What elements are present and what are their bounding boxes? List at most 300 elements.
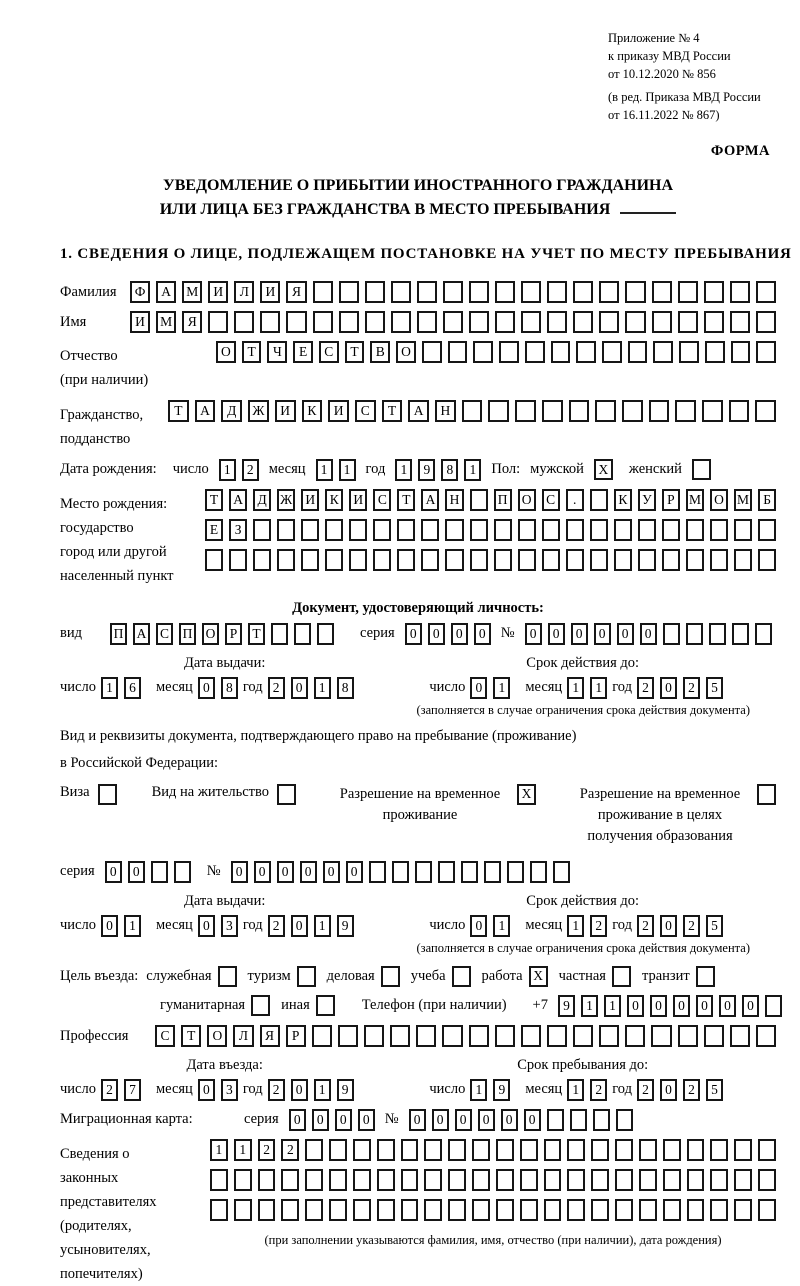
char-cell[interactable]: Д xyxy=(253,489,271,511)
char-cell[interactable]: 1 xyxy=(567,1079,584,1101)
char-cell[interactable] xyxy=(401,1199,419,1221)
char-cell[interactable]: Н xyxy=(445,489,463,511)
purpose-private-checkbox[interactable] xyxy=(612,966,631,987)
char-cell[interactable] xyxy=(397,549,415,571)
residence-permit-checkbox[interactable] xyxy=(277,784,296,805)
char-cell[interactable]: Т xyxy=(242,341,262,363)
char-cell[interactable] xyxy=(305,1199,323,1221)
char-cell[interactable]: 0 xyxy=(198,1079,215,1101)
char-cell[interactable] xyxy=(271,623,288,645)
char-cell[interactable]: Т xyxy=(345,341,365,363)
char-cell[interactable] xyxy=(520,1169,538,1191)
char-cell[interactable] xyxy=(521,311,541,333)
char-cell[interactable] xyxy=(758,1139,776,1161)
char-cell[interactable]: 2 xyxy=(242,459,259,481)
char-cell[interactable] xyxy=(756,281,776,303)
char-cell[interactable]: 0 xyxy=(455,1109,472,1131)
char-cell[interactable]: А xyxy=(421,489,439,511)
char-cell[interactable] xyxy=(599,1025,619,1047)
char-cell[interactable]: Н xyxy=(435,400,456,422)
char-cell[interactable] xyxy=(416,1025,436,1047)
char-cell[interactable]: О xyxy=(202,623,219,645)
char-cell[interactable]: 0 xyxy=(660,1079,677,1101)
char-cell[interactable] xyxy=(625,1025,645,1047)
char-cell[interactable]: 0 xyxy=(346,861,363,883)
temp-permit-checkbox[interactable]: X xyxy=(517,784,536,805)
char-cell[interactable]: И xyxy=(260,281,280,303)
char-cell[interactable]: 1 xyxy=(493,677,510,699)
purpose-tourism-checkbox[interactable] xyxy=(297,966,316,987)
char-cell[interactable] xyxy=(445,519,463,541)
char-cell[interactable]: 1 xyxy=(470,1079,487,1101)
char-cell[interactable]: О xyxy=(396,341,416,363)
char-cell[interactable] xyxy=(765,995,782,1017)
char-cell[interactable] xyxy=(443,281,463,303)
char-cell[interactable]: 0 xyxy=(198,915,215,937)
char-cell[interactable]: 2 xyxy=(637,915,654,937)
char-cell[interactable]: 2 xyxy=(683,915,700,937)
char-cell[interactable]: 0 xyxy=(451,623,468,645)
char-cell[interactable] xyxy=(258,1199,276,1221)
char-cell[interactable] xyxy=(651,1025,671,1047)
char-cell[interactable] xyxy=(392,861,409,883)
char-cell[interactable] xyxy=(567,1169,585,1191)
char-cell[interactable] xyxy=(401,1139,419,1161)
char-cell[interactable] xyxy=(312,1025,332,1047)
char-cell[interactable]: П xyxy=(110,623,127,645)
char-cell[interactable] xyxy=(445,549,463,571)
char-cell[interactable] xyxy=(593,1109,610,1131)
edu-permit-checkbox[interactable] xyxy=(757,784,776,805)
char-cell[interactable] xyxy=(210,1169,228,1191)
char-cell[interactable] xyxy=(652,281,672,303)
char-cell[interactable]: 0 xyxy=(742,995,759,1017)
char-cell[interactable]: Т xyxy=(382,400,403,422)
char-cell[interactable]: 1 xyxy=(210,1139,228,1161)
char-cell[interactable] xyxy=(260,311,280,333)
char-cell[interactable] xyxy=(758,549,776,571)
char-cell[interactable]: П xyxy=(179,623,196,645)
char-cell[interactable] xyxy=(542,519,560,541)
char-cell[interactable]: 1 xyxy=(493,915,510,937)
char-cell[interactable]: 9 xyxy=(558,995,575,1017)
char-cell[interactable] xyxy=(570,1109,587,1131)
char-cell[interactable]: С xyxy=(373,489,391,511)
char-cell[interactable]: 0 xyxy=(105,861,122,883)
char-cell[interactable]: 0 xyxy=(627,995,644,1017)
char-cell[interactable] xyxy=(590,519,608,541)
char-cell[interactable]: З xyxy=(229,519,247,541)
char-cell[interactable] xyxy=(234,311,254,333)
char-cell[interactable]: 0 xyxy=(198,677,215,699)
char-cell[interactable]: 0 xyxy=(571,623,588,645)
char-cell[interactable] xyxy=(521,281,541,303)
char-cell[interactable]: 0 xyxy=(291,1079,308,1101)
char-cell[interactable] xyxy=(281,1169,299,1191)
char-cell[interactable]: Б xyxy=(758,489,776,511)
char-cell[interactable] xyxy=(277,549,295,571)
char-cell[interactable]: К xyxy=(614,489,632,511)
char-cell[interactable] xyxy=(734,1199,752,1221)
char-cell[interactable]: Е xyxy=(205,519,223,541)
char-cell[interactable] xyxy=(704,1025,724,1047)
char-cell[interactable] xyxy=(614,549,632,571)
char-cell[interactable]: 0 xyxy=(660,915,677,937)
char-cell[interactable]: 2 xyxy=(268,677,285,699)
char-cell[interactable]: 0 xyxy=(291,915,308,937)
char-cell[interactable] xyxy=(305,1169,323,1191)
char-cell[interactable] xyxy=(521,1025,541,1047)
char-cell[interactable] xyxy=(734,1169,752,1191)
char-cell[interactable]: 0 xyxy=(660,677,677,699)
char-cell[interactable] xyxy=(301,549,319,571)
char-cell[interactable] xyxy=(639,1199,657,1221)
char-cell[interactable]: Я xyxy=(286,281,306,303)
char-cell[interactable]: 0 xyxy=(291,677,308,699)
char-cell[interactable] xyxy=(253,519,271,541)
char-cell[interactable] xyxy=(595,400,616,422)
char-cell[interactable] xyxy=(590,489,608,511)
char-cell[interactable] xyxy=(258,1169,276,1191)
char-cell[interactable] xyxy=(339,281,359,303)
visa-checkbox[interactable] xyxy=(98,784,117,805)
char-cell[interactable]: 0 xyxy=(525,623,542,645)
char-cell[interactable] xyxy=(495,311,515,333)
char-cell[interactable] xyxy=(234,1199,252,1221)
char-cell[interactable] xyxy=(461,861,478,883)
char-cell[interactable] xyxy=(758,1169,776,1191)
char-cell[interactable]: К xyxy=(325,489,343,511)
char-cell[interactable]: 1 xyxy=(124,915,141,937)
char-cell[interactable] xyxy=(443,311,463,333)
char-cell[interactable] xyxy=(470,489,488,511)
char-cell[interactable] xyxy=(253,549,271,571)
char-cell[interactable]: Т xyxy=(168,400,189,422)
char-cell[interactable] xyxy=(448,1199,466,1221)
char-cell[interactable] xyxy=(448,1169,466,1191)
char-cell[interactable] xyxy=(663,1199,681,1221)
char-cell[interactable]: С xyxy=(355,400,376,422)
char-cell[interactable] xyxy=(628,341,648,363)
char-cell[interactable]: 0 xyxy=(594,623,611,645)
char-cell[interactable] xyxy=(569,400,590,422)
char-cell[interactable] xyxy=(338,1025,358,1047)
char-cell[interactable] xyxy=(590,549,608,571)
char-cell[interactable]: 9 xyxy=(337,915,354,937)
char-cell[interactable] xyxy=(544,1199,562,1221)
char-cell[interactable]: Т xyxy=(205,489,223,511)
char-cell[interactable] xyxy=(663,623,680,645)
char-cell[interactable] xyxy=(573,1025,593,1047)
char-cell[interactable]: 1 xyxy=(464,459,481,481)
char-cell[interactable] xyxy=(576,341,596,363)
char-cell[interactable] xyxy=(417,311,437,333)
char-cell[interactable] xyxy=(494,549,512,571)
char-cell[interactable]: 1 xyxy=(395,459,412,481)
char-cell[interactable]: Т xyxy=(181,1025,201,1047)
char-cell[interactable] xyxy=(678,311,698,333)
char-cell[interactable] xyxy=(462,400,483,422)
char-cell[interactable] xyxy=(373,549,391,571)
char-cell[interactable] xyxy=(391,311,411,333)
char-cell[interactable]: Р xyxy=(286,1025,306,1047)
char-cell[interactable] xyxy=(448,1139,466,1161)
char-cell[interactable] xyxy=(756,341,776,363)
char-cell[interactable]: 0 xyxy=(289,1109,306,1131)
char-cell[interactable] xyxy=(365,311,385,333)
char-cell[interactable] xyxy=(599,311,619,333)
char-cell[interactable] xyxy=(615,1169,633,1191)
char-cell[interactable]: . xyxy=(566,489,584,511)
char-cell[interactable] xyxy=(687,1169,705,1191)
char-cell[interactable]: А xyxy=(408,400,429,422)
char-cell[interactable]: О xyxy=(216,341,236,363)
char-cell[interactable]: 0 xyxy=(277,861,294,883)
char-cell[interactable]: 8 xyxy=(337,677,354,699)
char-cell[interactable] xyxy=(622,400,643,422)
purpose-transit-checkbox[interactable] xyxy=(696,966,715,987)
char-cell[interactable] xyxy=(390,1025,410,1047)
char-cell[interactable] xyxy=(525,341,545,363)
char-cell[interactable]: 1 xyxy=(101,677,118,699)
char-cell[interactable]: Р xyxy=(225,623,242,645)
char-cell[interactable] xyxy=(544,1169,562,1191)
char-cell[interactable] xyxy=(349,519,367,541)
char-cell[interactable]: Я xyxy=(260,1025,280,1047)
char-cell[interactable] xyxy=(499,341,519,363)
char-cell[interactable]: 0 xyxy=(524,1109,541,1131)
char-cell[interactable]: 1 xyxy=(339,459,356,481)
char-cell[interactable]: 1 xyxy=(219,459,236,481)
char-cell[interactable] xyxy=(349,549,367,571)
char-cell[interactable] xyxy=(424,1199,442,1221)
char-cell[interactable] xyxy=(649,400,670,422)
char-cell[interactable] xyxy=(686,519,704,541)
char-cell[interactable] xyxy=(652,311,672,333)
char-cell[interactable] xyxy=(210,1199,228,1221)
char-cell[interactable]: 8 xyxy=(221,677,238,699)
char-cell[interactable]: А xyxy=(195,400,216,422)
char-cell[interactable] xyxy=(520,1139,538,1161)
char-cell[interactable] xyxy=(547,281,567,303)
char-cell[interactable] xyxy=(424,1139,442,1161)
char-cell[interactable] xyxy=(567,1199,585,1221)
char-cell[interactable] xyxy=(756,311,776,333)
char-cell[interactable] xyxy=(730,1025,750,1047)
char-cell[interactable] xyxy=(424,1169,442,1191)
purpose-business-checkbox[interactable] xyxy=(381,966,400,987)
char-cell[interactable]: 0 xyxy=(650,995,667,1017)
char-cell[interactable] xyxy=(229,549,247,571)
char-cell[interactable] xyxy=(438,861,455,883)
char-cell[interactable] xyxy=(625,281,645,303)
char-cell[interactable] xyxy=(369,861,386,883)
char-cell[interactable]: П xyxy=(494,489,512,511)
char-cell[interactable] xyxy=(448,341,468,363)
char-cell[interactable]: М xyxy=(686,489,704,511)
char-cell[interactable] xyxy=(377,1169,395,1191)
char-cell[interactable] xyxy=(442,1025,462,1047)
char-cell[interactable]: Т xyxy=(397,489,415,511)
char-cell[interactable]: М xyxy=(734,489,752,511)
char-cell[interactable] xyxy=(329,1139,347,1161)
char-cell[interactable] xyxy=(547,1109,564,1131)
char-cell[interactable] xyxy=(472,1169,490,1191)
char-cell[interactable] xyxy=(286,311,306,333)
char-cell[interactable]: 1 xyxy=(314,1079,331,1101)
char-cell[interactable] xyxy=(705,341,725,363)
char-cell[interactable] xyxy=(663,1169,681,1191)
char-cell[interactable] xyxy=(317,623,334,645)
char-cell[interactable]: 0 xyxy=(478,1109,495,1131)
char-cell[interactable] xyxy=(758,1199,776,1221)
char-cell[interactable]: Ф xyxy=(130,281,150,303)
char-cell[interactable]: 0 xyxy=(428,623,445,645)
char-cell[interactable] xyxy=(301,519,319,541)
char-cell[interactable]: Ч xyxy=(267,341,287,363)
char-cell[interactable] xyxy=(469,1025,489,1047)
char-cell[interactable] xyxy=(415,861,432,883)
char-cell[interactable]: 1 xyxy=(567,915,584,937)
char-cell[interactable] xyxy=(518,519,536,541)
char-cell[interactable]: С xyxy=(319,341,339,363)
purpose-work-checkbox[interactable]: X xyxy=(529,966,548,987)
char-cell[interactable] xyxy=(602,341,622,363)
gender-female-checkbox[interactable] xyxy=(692,459,711,480)
char-cell[interactable] xyxy=(687,1139,705,1161)
char-cell[interactable] xyxy=(662,519,680,541)
char-cell[interactable] xyxy=(679,341,699,363)
char-cell[interactable] xyxy=(391,281,411,303)
char-cell[interactable] xyxy=(710,1169,728,1191)
char-cell[interactable] xyxy=(515,400,536,422)
purpose-official-checkbox[interactable] xyxy=(218,966,237,987)
char-cell[interactable]: 0 xyxy=(432,1109,449,1131)
char-cell[interactable] xyxy=(755,623,772,645)
char-cell[interactable]: 0 xyxy=(312,1109,329,1131)
char-cell[interactable] xyxy=(573,281,593,303)
char-cell[interactable]: 0 xyxy=(470,915,487,937)
char-cell[interactable]: 0 xyxy=(128,861,145,883)
char-cell[interactable] xyxy=(294,623,311,645)
char-cell[interactable] xyxy=(732,623,749,645)
char-cell[interactable]: 1 xyxy=(581,995,598,1017)
char-cell[interactable] xyxy=(704,281,724,303)
char-cell[interactable] xyxy=(547,311,567,333)
char-cell[interactable] xyxy=(364,1025,384,1047)
char-cell[interactable]: 0 xyxy=(474,623,491,645)
char-cell[interactable] xyxy=(151,861,168,883)
char-cell[interactable] xyxy=(495,1025,515,1047)
char-cell[interactable] xyxy=(709,623,726,645)
char-cell[interactable] xyxy=(313,281,333,303)
char-cell[interactable]: 1 xyxy=(234,1139,252,1161)
char-cell[interactable]: Т xyxy=(248,623,265,645)
char-cell[interactable] xyxy=(496,1199,514,1221)
char-cell[interactable] xyxy=(544,1139,562,1161)
char-cell[interactable] xyxy=(472,1199,490,1221)
purpose-humanitarian-checkbox[interactable] xyxy=(251,995,270,1016)
char-cell[interactable] xyxy=(329,1199,347,1221)
char-cell[interactable] xyxy=(488,400,509,422)
char-cell[interactable] xyxy=(566,519,584,541)
char-cell[interactable] xyxy=(678,281,698,303)
char-cell[interactable]: 0 xyxy=(323,861,340,883)
char-cell[interactable]: Ж xyxy=(277,489,295,511)
char-cell[interactable] xyxy=(421,549,439,571)
char-cell[interactable]: 6 xyxy=(124,677,141,699)
char-cell[interactable]: 0 xyxy=(470,677,487,699)
char-cell[interactable]: О xyxy=(710,489,728,511)
purpose-other-checkbox[interactable] xyxy=(316,995,335,1016)
char-cell[interactable] xyxy=(756,1025,776,1047)
char-cell[interactable] xyxy=(686,623,703,645)
char-cell[interactable]: М xyxy=(156,311,176,333)
char-cell[interactable]: Е xyxy=(293,341,313,363)
char-cell[interactable]: 1 xyxy=(590,677,607,699)
char-cell[interactable]: 0 xyxy=(101,915,118,937)
char-cell[interactable] xyxy=(305,1139,323,1161)
char-cell[interactable] xyxy=(758,519,776,541)
char-cell[interactable] xyxy=(710,1199,728,1221)
char-cell[interactable]: 8 xyxy=(441,459,458,481)
char-cell[interactable]: 0 xyxy=(335,1109,352,1131)
char-cell[interactable] xyxy=(663,1139,681,1161)
char-cell[interactable]: И xyxy=(130,311,150,333)
char-cell[interactable]: Ж xyxy=(248,400,269,422)
char-cell[interactable]: С xyxy=(155,1025,175,1047)
char-cell[interactable]: 7 xyxy=(124,1079,141,1101)
char-cell[interactable]: С xyxy=(542,489,560,511)
char-cell[interactable] xyxy=(281,1199,299,1221)
char-cell[interactable] xyxy=(704,311,724,333)
char-cell[interactable]: И xyxy=(275,400,296,422)
char-cell[interactable]: А xyxy=(229,489,247,511)
char-cell[interactable] xyxy=(470,549,488,571)
char-cell[interactable] xyxy=(422,341,442,363)
char-cell[interactable]: 0 xyxy=(254,861,271,883)
char-cell[interactable]: 0 xyxy=(501,1109,518,1131)
char-cell[interactable] xyxy=(551,341,571,363)
char-cell[interactable] xyxy=(377,1139,395,1161)
char-cell[interactable]: И xyxy=(301,489,319,511)
char-cell[interactable] xyxy=(542,400,563,422)
char-cell[interactable]: 5 xyxy=(706,1079,723,1101)
char-cell[interactable] xyxy=(730,281,750,303)
char-cell[interactable] xyxy=(625,311,645,333)
char-cell[interactable]: 1 xyxy=(604,995,621,1017)
char-cell[interactable] xyxy=(496,1169,514,1191)
char-cell[interactable] xyxy=(353,1169,371,1191)
char-cell[interactable]: 0 xyxy=(617,623,634,645)
char-cell[interactable]: Л xyxy=(234,281,254,303)
char-cell[interactable]: 0 xyxy=(640,623,657,645)
char-cell[interactable] xyxy=(687,1199,705,1221)
char-cell[interactable] xyxy=(573,311,593,333)
char-cell[interactable]: И xyxy=(349,489,367,511)
char-cell[interactable]: 1 xyxy=(314,677,331,699)
char-cell[interactable]: М xyxy=(182,281,202,303)
char-cell[interactable] xyxy=(566,549,584,571)
char-cell[interactable]: О xyxy=(518,489,536,511)
char-cell[interactable] xyxy=(313,311,333,333)
char-cell[interactable] xyxy=(553,861,570,883)
char-cell[interactable] xyxy=(373,519,391,541)
char-cell[interactable]: 0 xyxy=(409,1109,426,1131)
char-cell[interactable] xyxy=(234,1169,252,1191)
char-cell[interactable]: 0 xyxy=(548,623,565,645)
char-cell[interactable] xyxy=(755,400,776,422)
